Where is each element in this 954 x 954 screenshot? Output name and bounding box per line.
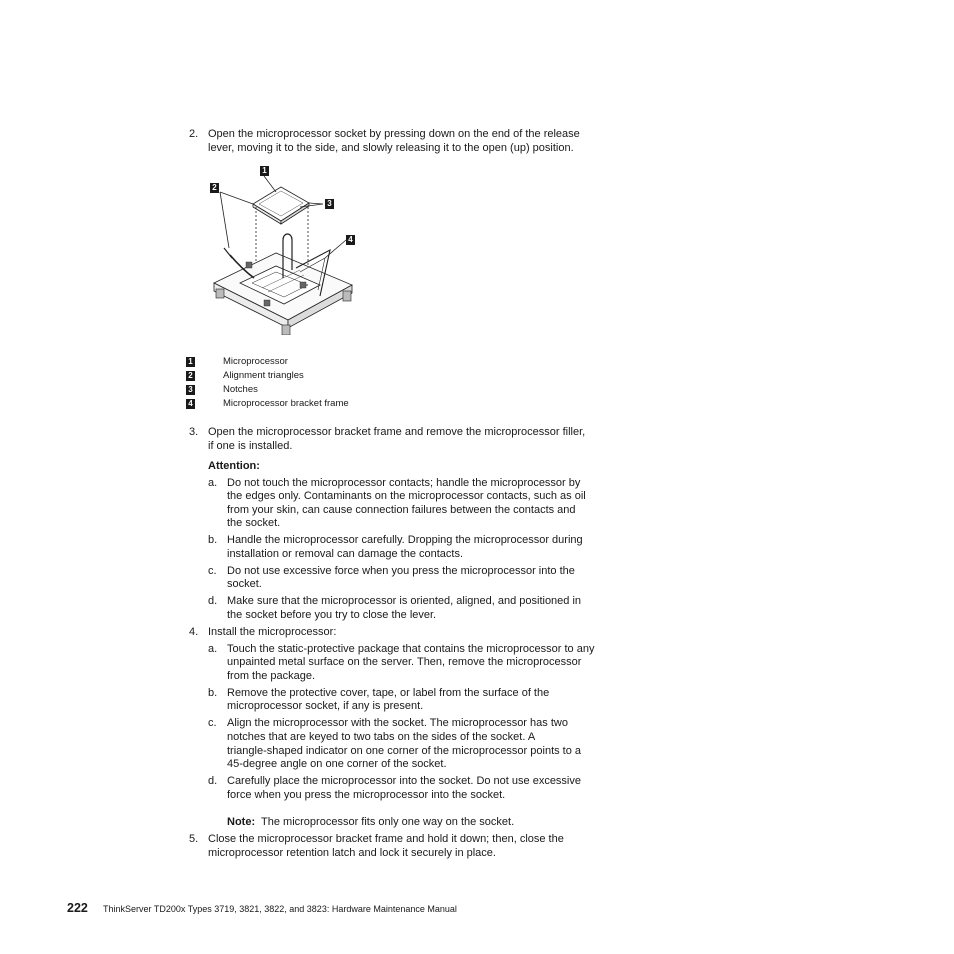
item-text-line: Touch the static-protective package that contains the microprocessor to any	[227, 643, 595, 655]
step-text-line: if one is installed.	[208, 440, 293, 452]
callout-2: 2	[210, 183, 219, 193]
item-text-line: the edges only. Contaminants on the microprocessor contacts, such as oil	[227, 490, 586, 502]
item-label: a.	[208, 643, 218, 655]
item-text-line: unpainted metal surface on the server. Then, remove the microprocessor	[227, 656, 582, 668]
item-label: b.	[208, 534, 218, 546]
note	[227, 816, 514, 830]
step-number: 5.	[189, 833, 199, 845]
attention-heading: Attention:	[208, 460, 260, 472]
item-text-line: Handle the microprocessor carefully. Dropping the microprocessor during	[227, 534, 583, 546]
legend-label: Microprocessor	[223, 356, 288, 367]
legend-number: 3	[186, 385, 195, 395]
item-label: c.	[208, 717, 217, 729]
legend-number: 4	[186, 399, 195, 409]
item-text-line: force when you press the microprocessor into the socket.	[227, 789, 506, 801]
item-text-line: Make sure that the microprocessor is oriented, aligned, and positioned in	[227, 595, 582, 607]
item-text-line: Align the microprocessor with the socket. The microprocessor has two	[227, 717, 568, 729]
step-number: 4.	[189, 626, 199, 638]
callout-1: 1	[260, 166, 269, 176]
item-text-line: from your skin, can cause connection failures between the contacts and	[227, 504, 576, 516]
legend-label: Microprocessor bracket frame	[223, 398, 349, 409]
item-text-line: from the package.	[227, 670, 316, 682]
item-text-line: Do not use excessive force when you press the microprocessor into the	[227, 565, 575, 577]
item-text-line: the socket before you try to close the lever.	[227, 609, 437, 621]
manual-title: ThinkServer TD200x Types 3719, 3821, 3822, and 3823: Hardware Maintenance Manual	[103, 904, 457, 914]
step-text-line: Open the microprocessor socket by pressing down on the end of the release	[208, 128, 580, 140]
legend-number: 2	[186, 371, 195, 381]
legend-number: 1	[186, 357, 195, 367]
item-label: a.	[208, 477, 218, 489]
note-text: The microprocessor fits only one way on the socket.	[261, 816, 515, 828]
item-text-line: microprocessor socket, if any is present.	[227, 700, 424, 712]
socket-diagram	[205, 160, 365, 335]
item-text-line: socket.	[227, 578, 262, 590]
note-label: Note:	[227, 816, 256, 828]
legend-label: Alignment triangles	[223, 370, 304, 381]
callout-3: 3	[325, 199, 334, 209]
item-text-line: installation or removal can damage the contacts.	[227, 548, 464, 560]
item-text-line: 45-degree angle on one corner of the socket.	[227, 758, 447, 770]
item-text-line: Remove the protective cover, tape, or label from the surface of the	[227, 687, 550, 699]
item-label: c.	[208, 565, 217, 577]
step-number: 3.	[189, 426, 199, 438]
item-text-line: notches that are keyed to two tabs on the sides of the socket. A	[227, 731, 536, 743]
socket-illustration	[205, 160, 365, 335]
step-number: 2.	[189, 128, 199, 140]
step-text-line: microprocessor retention latch and lock it securely in place.	[208, 847, 496, 859]
step-text-line: Install the microprocessor:	[208, 626, 337, 638]
step-text-line: Open the microprocessor bracket frame and remove the microprocessor filler,	[208, 426, 586, 438]
item-label: d.	[208, 595, 218, 607]
item-label: d.	[208, 775, 218, 787]
callout-4: 4	[346, 235, 355, 245]
step-text-line: lever, moving it to the side, and slowly releasing it to the open (up) position.	[208, 142, 574, 154]
legend-label: Notches	[223, 384, 258, 395]
item-text-line: Do not touch the microprocessor contacts; handle the microprocessor by	[227, 477, 581, 489]
item-text-line: triangle-shaped indicator on one corner of the microprocessor points to a	[227, 745, 582, 757]
step-text-line: Close the microprocessor bracket frame and hold it down; then, close the	[208, 833, 564, 845]
item-text-line: the socket.	[227, 517, 281, 529]
page-number: 222	[67, 901, 88, 915]
item-text-line: Carefully place the microprocessor into the socket. Do not use excessive	[227, 775, 581, 787]
item-label: b.	[208, 687, 218, 699]
